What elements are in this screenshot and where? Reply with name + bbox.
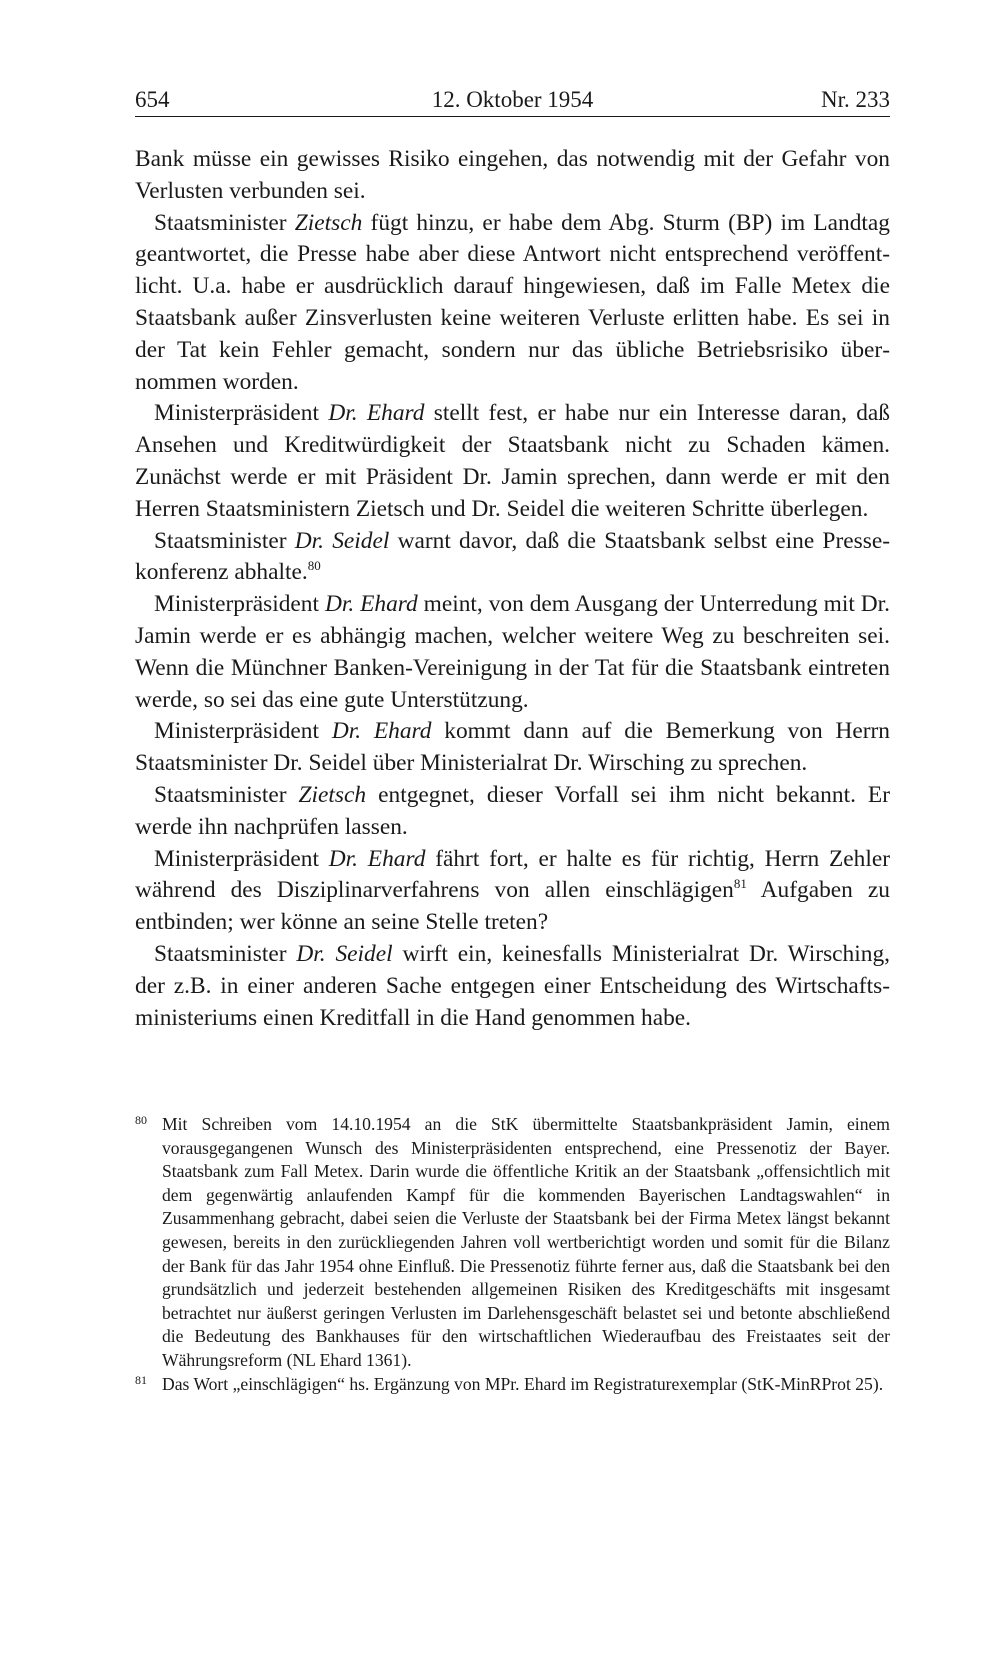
- speaker-title: Ministerpräsident: [154, 845, 329, 872]
- footnote-number: 81: [135, 1372, 147, 1387]
- paragraph-3: Ministerpräsident Dr. Ehard stellt fest, er habe nur ein Interesse daran, daß Ansehen und Kreditwürdigkeit der Staatsbank nicht zu Schaden kämen. Zunächst werde er mit Präsident Dr. Jamin sprechen, dann werde er mit den Herren Staatsministern Zietsch und Dr. Seidel die weiteren Schritte überlegen.: [135, 400, 890, 522]
- paragraph-9: Staatsminister Dr. Seidel wirft ein, keinesfalls Ministerialrat Dr. Wirsching, der z.B. in einer anderen Sache entgegen einer Entscheidung des Wirtschaftsministeriums einen Kreditfall in die Hand genommen habe.: [135, 940, 890, 1031]
- paragraph-2: Staatsminister Zietsch fügt hinzu, er habe dem Abg. Sturm (BP) im Landtag geantwortet, die Presse habe aber diese Antwort nicht entsprechend veröffentlicht. U.a. habe er ausdrücklich darauf hingewiesen, daß im Falle Metex die Staatsbank außer Zinsverlusten keine weiteren Verluste erlitten habe. Es sei in der Tat kein Fehler gemacht, sondern nur das übliche Betriebsrisiko übernommen worden.: [135, 209, 891, 395]
- paragraph-6: Ministerpräsident Dr. Ehard kommt dann auf die Bemerkung von Herrn Staatsminister Dr. Seidel über Ministerialrat Dr. Wirsching zu sprechen.: [135, 718, 890, 777]
- body-text: [135, 144, 890, 1034]
- speaker-name: Dr. Ehard: [331, 718, 432, 745]
- paragraph-4: Staatsminister Dr. Seidel warnt davor, daß die Staatsbank selbst eine Pressekonferenz abhalte.$^{80}$: [135, 527, 890, 586]
- speaker-name: Dr. Ehard: [324, 591, 418, 618]
- speaker-name: Dr. Ehard: [328, 400, 425, 427]
- speaker-name: Zietsch: [298, 781, 367, 808]
- speaker-name: Dr. Seidel: [296, 940, 393, 967]
- footnote-text: Das Wort „einschlägigen“ hs. Ergänzung von MPr. Ehard im Registraturexemplar (StK-MinRProt 25).: [162, 1373, 884, 1394]
- speaker-title: Ministerpräsident: [154, 591, 325, 618]
- footnote-text: Mit Schreiben vom 14.10.1954 an die StK übermittelte Staatsbankpräsident Jamin, einem vorausgegangenen Wunsch des Ministerpräsidenten entsprechend, eine Pressenotiz der Bayer. Staatsbank zum Fall Metex. Darin wurde die öffentliche Kritik an der Staatsbank „offensichtlich mit dem gegenwärtig anlaufenden Kampf für die kommenden Bayerischen Landtagswahlen“ in Zusammenhang gebracht, dabei seien die Verluste der Staatsbank bei der Firma Metex längst bekannt gewesen, bereits in den zurückliegenden Jahren voll wertberichtigt worden und somit für die Bilanz der Bank für das Jahr 1954 ohne Einfluß. Die Pressenotiz führte ferner aus, daß die Staatsbank bei den grundsätzlich und jederzeit bestehenden allgemeinen Risiken des Kreditgeschäfts mit insgesamt betrachtet nur äußerst geringen Verlusten im Darlehensgeschäft belastet sei und betonte abschließend die Bedeutung des Bankhauses für den wirtschaftlichen Wiederaufbau des Freistaates seit der Währungsreform (NL Ehard 1361).: [162, 1114, 890, 1370]
- footnotes: [135, 1113, 890, 1396]
- paragraph-8: Ministerpräsident Dr. Ehard fährt fort, er halte es für richtig, Herrn Zehler während des Disziplinarverfahrens von allen einschlägigen$^{81}$ Aufgaben zu entbinden; wer könne an seine Stelle treten?: [135, 845, 890, 936]
- document-number: Nr. 233: [821, 87, 890, 112]
- speaker-title: Ministerpräsident: [154, 400, 329, 427]
- speaker-title: Staatsminister: [154, 209, 295, 236]
- page-number: 654: [135, 87, 170, 112]
- paragraph-1: Bank müsse ein gewisses Risiko eingehen, das notwendig mit der Gefahr von Verlusten verbunden sei.: [135, 146, 890, 204]
- speaker-name: Zietsch: [294, 209, 363, 236]
- speaker-title: Staatsminister: [154, 527, 295, 554]
- footnote-81: [135, 1373, 890, 1397]
- speaker-title: Ministerpräsident: [154, 718, 332, 745]
- footnote-ref-81[interactable]: 81: [733, 876, 747, 892]
- paragraph-5: Ministerpräsident Dr. Ehard meint, von dem Ausgang der Unterredung mit Dr. Jamin werde er es abhängig machen, welcher weitere Weg zu beschreiten sei. Wenn die Münchner Banken-Vereinigung in der Tat für die Staatsbank eintreten werde, so sei das eine gute Unterstützung.: [135, 591, 890, 713]
- footnote-ref-80[interactable]: 80: [307, 558, 321, 574]
- paragraph-7: Staatsminister Zietsch entgegnet, dieser Vorfall sei ihm nicht bekannt. Er werde ihn nachprüfen lassen.: [135, 781, 890, 840]
- speaker-title: Staatsminister: [154, 781, 299, 808]
- footnote-number: 80: [135, 1113, 147, 1127]
- speaker-name: Dr. Ehard: [328, 845, 426, 872]
- footnote-80: [135, 1113, 890, 1373]
- header-date: 12. Oktober 1954: [431, 87, 594, 112]
- speaker-title: Staatsminister: [154, 940, 297, 967]
- running-header: [135, 86, 890, 117]
- speaker-name: Dr. Seidel: [294, 527, 390, 554]
